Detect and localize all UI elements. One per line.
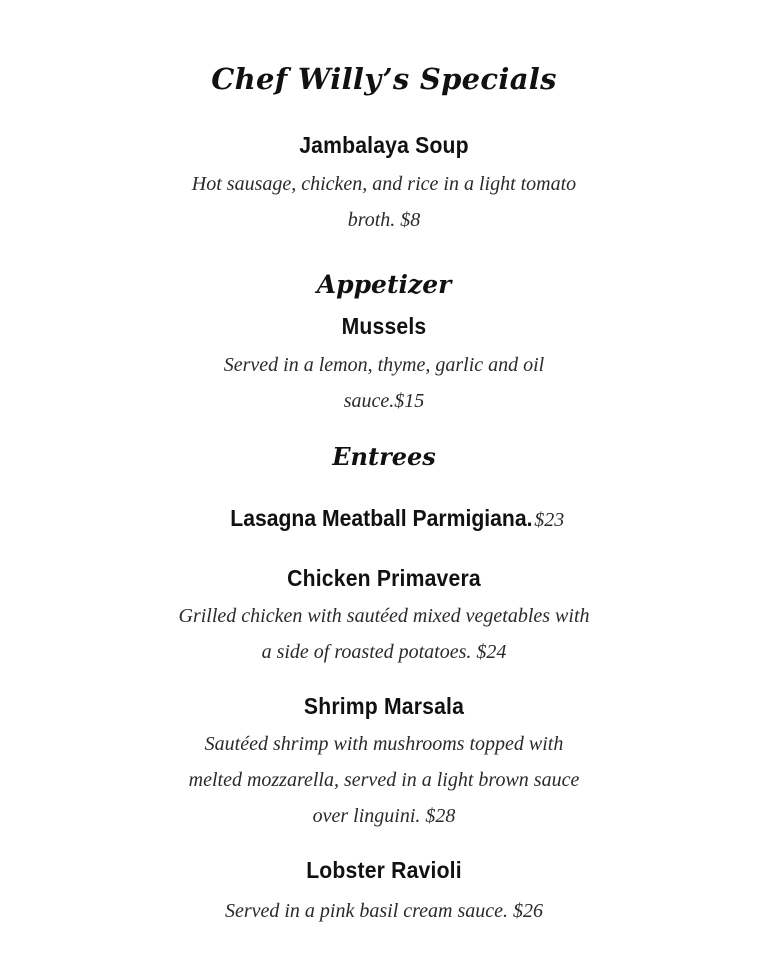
entree-lasagna	[0, 505, 768, 532]
entree-price: $23	[534, 509, 565, 531]
entree-description: Served in a pink basil cream sauce. $26	[224, 900, 544, 922]
entree-description: Sautéed shrimp with mushrooms topped with melted mozzarella, served in a light brown sauce over linguini. $28	[188, 733, 580, 827]
entrees-heading: Entrees	[332, 442, 436, 471]
appetizer-heading: Appetizer	[316, 270, 452, 299]
entree-name: Chicken Primavera	[287, 565, 481, 591]
appetizer-name: Mussels	[341, 313, 427, 339]
appetizer-description: Served in a lemon, thyme, garlic and oil sauce.$15	[223, 354, 545, 412]
soup-description: Hot sausage, chicken, and rice in a light tomato broth. $8	[191, 173, 577, 231]
page-title: Chef Willy’s Specials	[211, 62, 557, 96]
entree-description: Grilled chicken with sautéed mixed vegetables with a side of roasted potatoes. $24	[178, 605, 590, 663]
entree-name: Shrimp Marsala	[303, 693, 465, 719]
soup-name: Jambalaya Soup	[299, 132, 469, 158]
entree-name: Lasagna Meatball Parmigiana.	[230, 505, 533, 531]
entree-name: Lobster Ravioli	[306, 857, 462, 883]
